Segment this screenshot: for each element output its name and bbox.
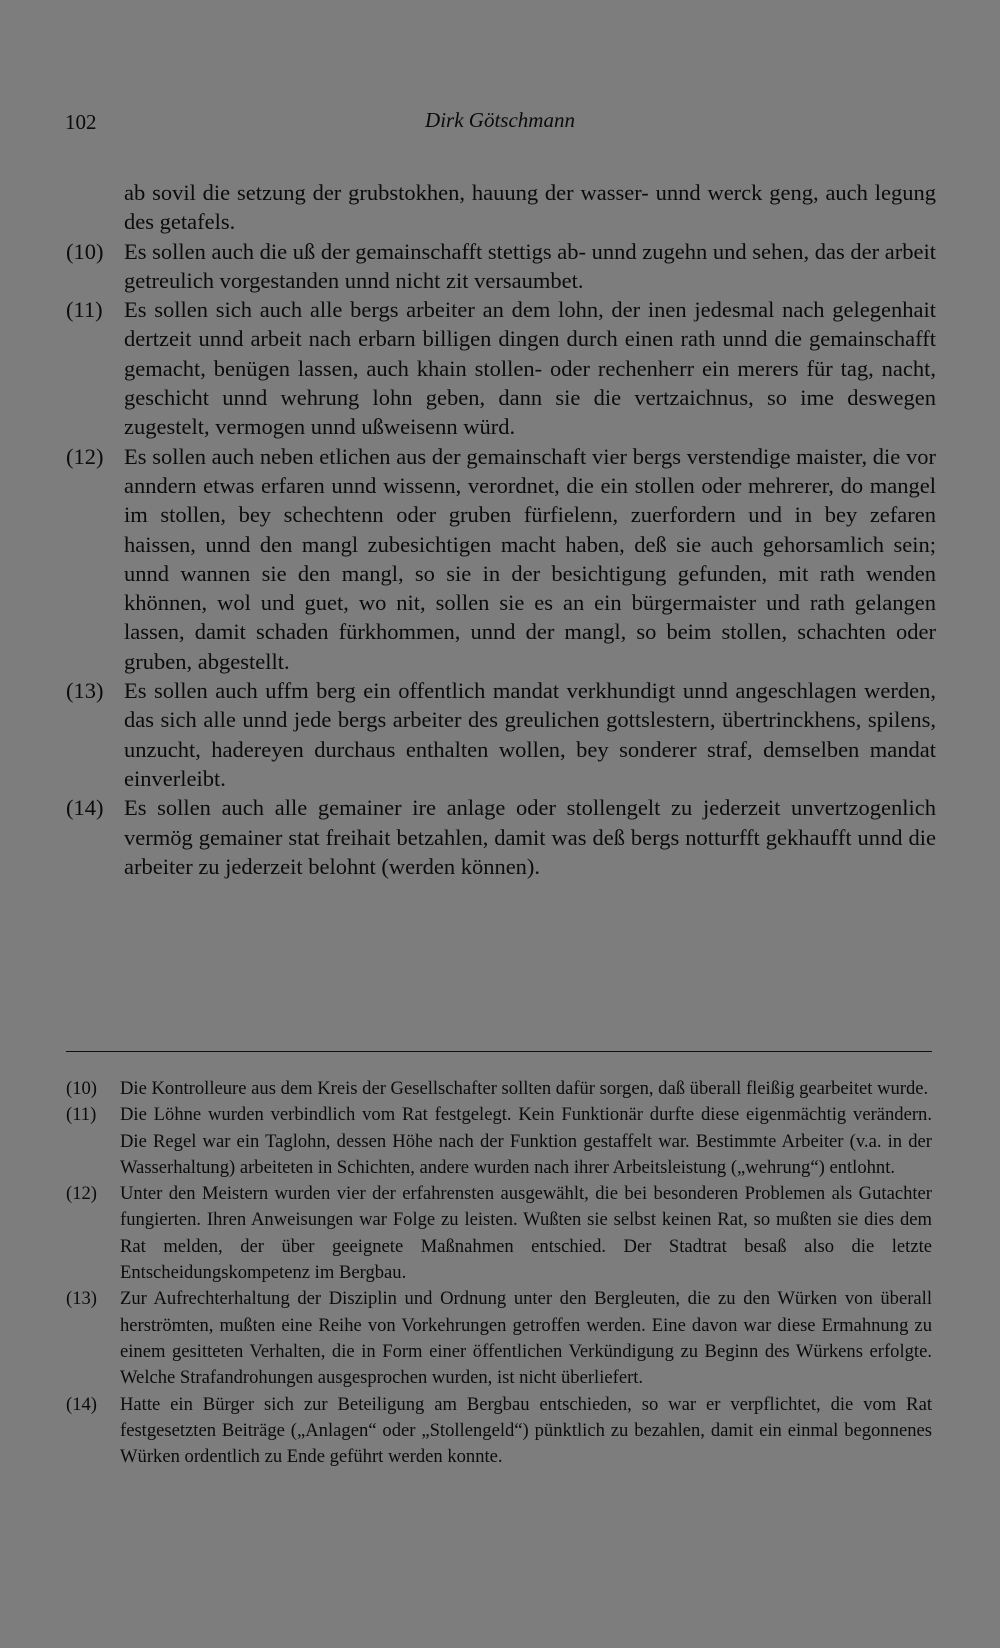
running-head: Dirk Götschmann xyxy=(425,108,575,132)
footnote-number: (11) xyxy=(66,1104,97,1126)
paragraph-text: Es sollen auch neben etlichen aus der gemainschaft vier bergs verstendige maister, die vor anndern etwas erfaren unnd wissenn, verordnet, die ein stollen oder mehrerer, do mangel im stollen, bey schechtenn oder gruben fürfielenn, zuerfordern und in bey zefaren haissen, unnd den mangl zubesichtigen macht haben, deß sie auch gehorsamlich sein; unnd wannen sie den mangl, so sie in der besichtigung gefunden, mit rath wenden khönnen, wol und guet, wo nit, sollen sie es an ein bürgermaister und rath gelangen lassen, damit schaden fürkhommen, unnd der mangl, so beim stollen, schachten oder gruben, abgestellt. xyxy=(124,443,936,674)
paragraph-number: (11) xyxy=(66,297,103,323)
paragraph-number: (13) xyxy=(66,678,104,704)
footnote-13 xyxy=(66,1286,932,1391)
footnote-number: (12) xyxy=(66,1183,97,1205)
paragraph-number: (12) xyxy=(66,443,104,469)
paragraph-number: (14) xyxy=(66,795,104,821)
paragraph-text: Es sollen auch uffm berg ein offentlich mandat verkhundigt unnd angeschlagen werden, das sich alle unnd jede bergs arbeiter des greulichen gottslestern, übertrinckhens, spilens, unzucht, hadereyen durchaus enthalten wollen, bey sonderer straf, demselben mandat einverleibt. xyxy=(124,678,936,791)
footnotes xyxy=(66,1076,932,1470)
continuation-paragraph: ab sovil die setzung der grubstokhen, hauung der wasser- unnd werck geng, auch legung des getafels. xyxy=(124,180,936,235)
main-text xyxy=(66,178,936,881)
footnote-10 xyxy=(66,1076,932,1102)
paragraph-12 xyxy=(66,442,936,676)
paragraph-14 xyxy=(66,793,936,881)
paragraph-13 xyxy=(66,676,936,793)
footnote-number: (14) xyxy=(66,1393,97,1415)
footnote-14 xyxy=(66,1392,932,1471)
footnote-divider xyxy=(66,1051,932,1052)
footnote-text: Zur Aufrechterhaltung der Disziplin und Ordnung unter den Bergleuten, die zu den Würken von überall herströmten, mußten eine Reihe von Vorkehrungen getroffen werden. Eine davon war diese Ermahnung zu einem gesitteten Verhalten, die in Form einer öffentlichen Verkündigung zu Beginn des Würkens erfolgte. Welche Strafandrohungen ausgesprochen wurden, ist nicht überliefert. xyxy=(120,1288,932,1389)
footnote-text: Unter den Meistern wurden vier der erfahrensten ausgewählt, die bei besonderen Problemen als Gutachter fungierten. Ihren Anweisungen war Folge zu leisten. Wußten sie selbst keinen Rat, so mußten sie dies dem Rat melden, der über geeignete Maßnahmen entschied. Der Stadtrat besaß also die letzte Entscheidungskompetenz im Bergbau. xyxy=(120,1183,932,1284)
paragraph-10 xyxy=(66,237,936,296)
paragraph-text: Es sollen auch die uß der gemainschafft stettigs ab- unnd zugehn und sehen, das der arbeit getreulich vorgestanden unnd nicht zit versaumbet. xyxy=(124,238,936,293)
footnote-12 xyxy=(66,1181,932,1286)
footnote-text: Die Löhne wurden verbindlich vom Rat festgelegt. Kein Funktionär durfte diese eigenmächtig verändern. Die Regel war ein Taglohn, dessen Höhe nach der Funktion gestaffelt war. Bestimmte Arbeiter (v.a. in der Wasserhaltung) arbeiteten in Schichten, andere wurden nach ihrer Arbeitsleistung („wehrung“) entlohnt. xyxy=(120,1104,932,1178)
paragraph-text: Es sollen auch alle gemainer ire anlage oder stollengelt zu jederzeit unvertzogenlich vermög gemainer stat freihait betzahlen, damit was deß bergs notturfft gekhaufft unnd die arbeiter zu jederzeit belohnt (werden können). xyxy=(124,795,936,879)
footnote-number: (13) xyxy=(66,1288,97,1310)
page-number: 102 xyxy=(65,110,97,134)
footnote-text: Die Kontrolleure aus dem Kreis der Gesellschafter sollten dafür sorgen, daß überall fleißig gearbeitet wurde. xyxy=(120,1078,929,1099)
footnote-number: (10) xyxy=(66,1078,97,1099)
paragraph-number: (10) xyxy=(66,238,104,264)
footnote-11 xyxy=(66,1102,932,1181)
footnote-text: Hatte ein Bürger sich zur Beteiligung am Bergbau entschieden, so war er verpflichtet, die vom Rat festgesetzten Beiträge („Anlagen“ oder „Stollengeld“) pünktlich zu bezahlen, damit ein einmal begonnenes Würken ordentlich zu Ende geführt werden konnte. xyxy=(120,1393,932,1468)
paragraph-text: Es sollen sich auch alle bergs arbeiter an dem lohn, der inen jedesmal nach gelegenhait dertzeit unnd arbeit nach erbarn billigen dingen durch einen rath unnd die gemainschafft gemacht, benügen lassen, auch khain stollen- oder rechenherr ein merers für tag, nacht, geschicht unnd wehrung lohn geben, dann sie die vertzaichnus, so ime deswegen zugestelt, vermogen unnd ußweisenn würd. xyxy=(124,297,936,440)
paragraph-11 xyxy=(66,295,936,441)
